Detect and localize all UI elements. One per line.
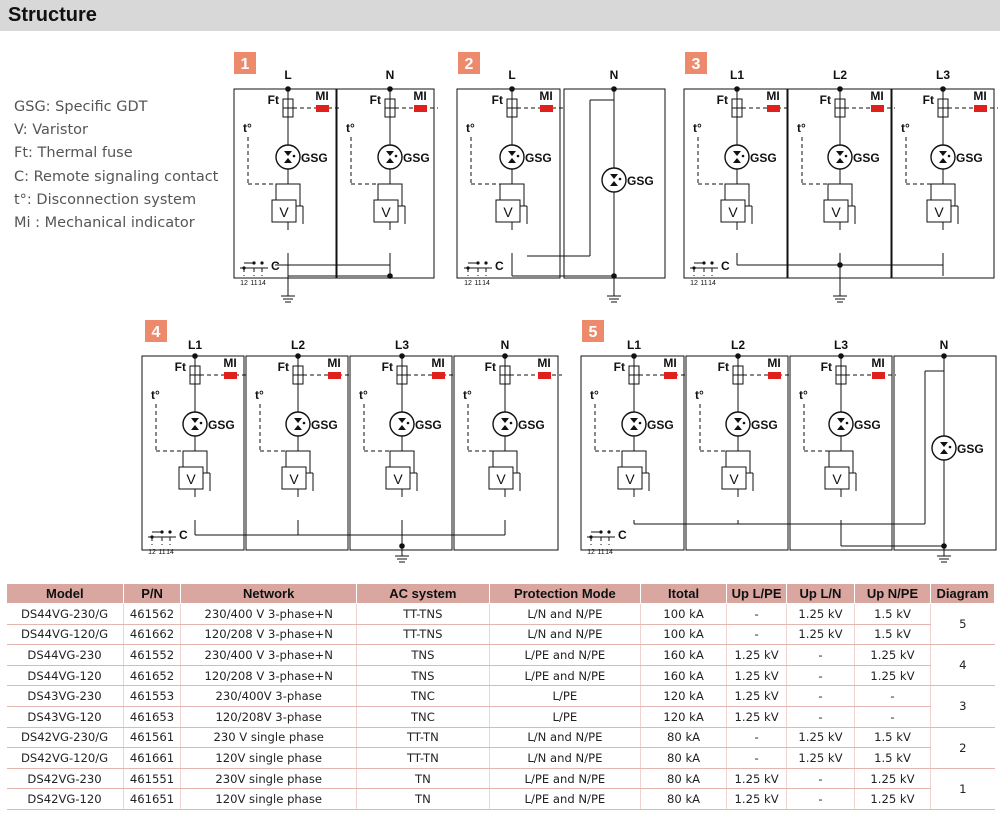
varistor-label: V (289, 471, 299, 487)
mechanical-indicator (538, 372, 551, 379)
line-terminal-label: L1 (729, 68, 745, 82)
table-cell: TN (356, 768, 489, 789)
gdt-dot (619, 178, 622, 181)
c-label: C (179, 528, 188, 542)
varistor-label: V (934, 204, 944, 220)
model-spec-table (6, 583, 995, 810)
gsg-label: GSG (518, 418, 545, 432)
t-label: t° (151, 388, 160, 402)
varistor-label: V (393, 471, 403, 487)
gdt-symbol (829, 412, 853, 436)
mechanical-indicator (414, 105, 427, 112)
ft-label: Ft (381, 360, 393, 374)
diagram-ref-cell: 3 (931, 686, 995, 727)
mi-label: MI (539, 89, 553, 103)
table-cell: TNC (356, 686, 489, 707)
table-row (7, 768, 995, 789)
mechanical-indicator (540, 105, 553, 112)
table-cell: 1.5 kV (854, 727, 930, 748)
gdt-dot (200, 422, 203, 425)
gsg-label: GSG (853, 151, 880, 165)
line-terminal-label: L2 (730, 338, 746, 352)
table-cell: 1.25 kV (854, 665, 930, 686)
mechanical-indicator (316, 105, 329, 112)
table-cell: 1.5 kV (854, 604, 930, 625)
gsg-label: GSG (525, 151, 552, 165)
gdt-symbol (726, 412, 750, 436)
col-header: Itotal (640, 584, 726, 604)
table-cell: L/PE (489, 686, 640, 707)
table-cell: 230V single phase (181, 768, 356, 789)
mechanical-indicator (767, 105, 780, 112)
table-cell: DS42VG-120 (7, 789, 124, 810)
contact-number-11: 11 (474, 280, 482, 287)
line-terminal-label: L2 (290, 338, 306, 352)
table-row (7, 686, 995, 707)
contact-number-11: 11 (158, 549, 166, 556)
table-cell: - (854, 686, 930, 707)
table-cell: L/N and N/PE (489, 727, 640, 748)
mechanical-indicator (224, 372, 237, 379)
mi-label: MI (537, 356, 551, 370)
contact-terminal (710, 261, 713, 264)
diagram-number: 1 (240, 56, 250, 73)
table-cell: 1.5 kV (854, 748, 930, 769)
mi-label: MI (870, 89, 884, 103)
gsg-label: GSG (956, 151, 983, 165)
table-cell: 1.25 kV (854, 645, 930, 666)
ft-label: Ft (820, 360, 832, 374)
line-terminal-label: L3 (935, 68, 951, 82)
varistor-label: V (832, 471, 842, 487)
table-cell: - (787, 706, 855, 727)
ft-label: Ft (922, 93, 934, 107)
gdt-dot (948, 155, 951, 158)
gdt-dot (395, 155, 398, 158)
gsg-label: GSG (750, 151, 777, 165)
table-cell: 461561 (123, 727, 181, 748)
ft-label: Ft (369, 93, 381, 107)
table-cell: L/PE and N/PE (489, 665, 640, 686)
gdt-symbol (500, 145, 524, 169)
line-terminal-label: N (385, 68, 395, 82)
table-cell: - (787, 789, 855, 810)
section-title: Structure (8, 4, 97, 26)
contact-terminal (168, 530, 171, 533)
gdt-dot (303, 422, 306, 425)
gsg-label: GSG (627, 174, 654, 188)
t-label: t° (590, 388, 599, 402)
line-terminal-label: L2 (832, 68, 848, 82)
mi-label: MI (871, 356, 885, 370)
table-cell: 1.25 kV (727, 686, 787, 707)
table-cell: 1.25 kV (727, 789, 787, 810)
legend-item: V: Varistor (14, 122, 88, 139)
table-cell: 1.25 kV (854, 789, 930, 810)
line-terminal-label: L3 (394, 338, 410, 352)
gdt-dot (517, 155, 520, 158)
contact-number-12: 12 (148, 549, 156, 556)
gdt-symbol (493, 412, 517, 436)
table-cell: L/PE and N/PE (489, 789, 640, 810)
table-cell: 461653 (123, 706, 181, 727)
line-terminal-label: L3 (833, 338, 849, 352)
legend-item: t°: Disconnection system (14, 191, 197, 208)
table-cell: 461652 (123, 665, 181, 686)
table-row (7, 665, 995, 686)
table-cell: 230/400 V 3-phase+N (181, 604, 356, 625)
gdt-dot (845, 155, 848, 158)
gdt-symbol (390, 412, 414, 436)
mi-label: MI (315, 89, 329, 103)
table-cell: TT-TNS (356, 604, 489, 625)
c-label: C (271, 259, 280, 273)
col-header: Up L/N (787, 584, 855, 604)
table-cell: 1.25 kV (854, 768, 930, 789)
diagram-number: 4 (151, 324, 161, 341)
contact-number-11: 11 (250, 280, 258, 287)
table-row (7, 604, 995, 625)
table-cell: TN (356, 789, 489, 810)
table-cell: 120V single phase (181, 789, 356, 810)
varistor-label: V (381, 204, 391, 220)
line-terminal-label: N (609, 68, 619, 82)
table-cell: 461553 (123, 686, 181, 707)
varistor-label: V (186, 471, 196, 487)
t-label: t° (799, 388, 808, 402)
c-label: C (495, 259, 504, 273)
table-cell: 1.25 kV (787, 727, 855, 748)
gsg-label: GSG (854, 418, 881, 432)
table-cell: 461661 (123, 748, 181, 769)
table-cell: 80 kA (640, 748, 726, 769)
table-cell: 1.25 kV (787, 748, 855, 769)
line-terminal-label: L (508, 68, 516, 82)
gsg-label: GSG (403, 151, 430, 165)
mechanical-indicator (871, 105, 884, 112)
ft-label: Ft (491, 93, 503, 107)
gdt-dot (510, 422, 513, 425)
diagram-number: 5 (588, 324, 598, 341)
table-cell: L/PE and N/PE (489, 768, 640, 789)
gdt-symbol (276, 145, 300, 169)
table-cell: 1.25 kV (727, 665, 787, 686)
table-cell: DS44VG-230/G (7, 604, 124, 625)
line-terminal-label: N (939, 338, 949, 352)
t-label: t° (359, 388, 368, 402)
table-cell: 230 V single phase (181, 727, 356, 748)
table-cell: TNS (356, 665, 489, 686)
varistor-label: V (279, 204, 289, 220)
table-cell: TT-TN (356, 727, 489, 748)
gdt-dot (742, 155, 745, 158)
table-cell: - (727, 727, 787, 748)
table-cell: L/N and N/PE (489, 748, 640, 769)
ft-label: Ft (174, 360, 186, 374)
legend-item: GSG: Specific GDT (14, 99, 148, 115)
table-cell: 461562 (123, 604, 181, 625)
table-row (7, 706, 995, 727)
table-cell: DS42VG-230 (7, 768, 124, 789)
legend-item: Mi : Mechanical indicator (14, 215, 195, 232)
table-cell: 1.25 kV (727, 645, 787, 666)
table-cell: 120/208 V 3-phase+N (181, 624, 356, 645)
varistor-label: V (503, 204, 513, 220)
table-cell: DS43VG-230 (7, 686, 124, 707)
contact-number-12: 12 (690, 280, 698, 287)
contact-number-12: 12 (587, 549, 595, 556)
gdt-symbol (286, 412, 310, 436)
mechanical-indicator (872, 372, 885, 379)
table-cell: 80 kA (640, 789, 726, 810)
ft-label: Ft (613, 360, 625, 374)
table-cell: - (787, 686, 855, 707)
contact-number-14: 14 (166, 549, 174, 556)
table-cell: L/PE (489, 706, 640, 727)
table-cell: TT-TN (356, 748, 489, 769)
contact-terminal (607, 530, 610, 533)
table-cell: 461552 (123, 645, 181, 666)
table-cell: L/N and N/PE (489, 624, 640, 645)
table-cell: - (727, 604, 787, 625)
ft-label: Ft (484, 360, 496, 374)
contact-number-14: 14 (605, 549, 613, 556)
col-header: Network (181, 584, 356, 604)
gsg-label: GSG (208, 418, 235, 432)
table-row (7, 748, 995, 769)
mi-label: MI (327, 356, 341, 370)
mi-label: MI (663, 356, 677, 370)
table-cell: - (787, 768, 855, 789)
table-cell: - (727, 748, 787, 769)
gdt-symbol (622, 412, 646, 436)
mi-label: MI (766, 89, 780, 103)
contact-number-14: 14 (258, 280, 266, 287)
gdt-dot (743, 422, 746, 425)
gdt-symbol (378, 145, 402, 169)
t-label: t° (466, 121, 475, 135)
table-cell: 1.25 kV (727, 706, 787, 727)
line-terminal-label: L (284, 68, 292, 82)
col-header: Protection Mode (489, 584, 640, 604)
varistor-label: V (496, 471, 506, 487)
table-row (7, 645, 995, 666)
gdt-dot (293, 155, 296, 158)
gdt-symbol (828, 145, 852, 169)
table-cell: 120/208V 3-phase (181, 706, 356, 727)
ft-label: Ft (717, 360, 729, 374)
varistor-label: V (625, 471, 635, 487)
table-cell: 1.25 kV (787, 604, 855, 625)
gsg-label: GSG (647, 418, 674, 432)
contact-number-11: 11 (700, 280, 708, 287)
t-label: t° (901, 121, 910, 135)
contact-number-14: 14 (708, 280, 716, 287)
mechanical-indicator (328, 372, 341, 379)
gsg-label: GSG (957, 442, 984, 456)
c-label: C (618, 528, 627, 542)
gdt-dot (846, 422, 849, 425)
table-header-row (7, 584, 995, 604)
ft-label: Ft (716, 93, 728, 107)
gdt-symbol (602, 168, 626, 192)
gdt-dot (949, 446, 952, 449)
t-label: t° (243, 121, 252, 135)
mi-label: MI (223, 356, 237, 370)
table-cell: DS44VG-120/G (7, 624, 124, 645)
table-cell: 1.25 kV (727, 768, 787, 789)
mi-label: MI (973, 89, 987, 103)
table-cell: DS42VG-120/G (7, 748, 124, 769)
gsg-label: GSG (301, 151, 328, 165)
table-cell: TNS (356, 645, 489, 666)
line-terminal-label: L1 (187, 338, 203, 352)
contact-number-14: 14 (482, 280, 490, 287)
gdt-dot (639, 422, 642, 425)
table-cell: 80 kA (640, 727, 726, 748)
diagram-number: 3 (691, 56, 701, 73)
table-cell: DS44VG-230 (7, 645, 124, 666)
table-cell: 160 kA (640, 645, 726, 666)
mechanical-indicator (432, 372, 445, 379)
mi-label: MI (431, 356, 445, 370)
table-row (7, 789, 995, 810)
mi-label: MI (767, 356, 781, 370)
diagram-ref-cell: 2 (931, 727, 995, 768)
contact-terminal (260, 261, 263, 264)
gsg-label: GSG (311, 418, 338, 432)
contact-number-11: 11 (597, 549, 605, 556)
table-cell: 230/400 V 3-phase+N (181, 645, 356, 666)
t-label: t° (346, 121, 355, 135)
table-cell: 120V single phase (181, 748, 356, 769)
gdt-symbol (931, 145, 955, 169)
table-cell: 1.25 kV (787, 624, 855, 645)
table-cell: - (787, 665, 855, 686)
table-cell: 461551 (123, 768, 181, 789)
varistor-label: V (728, 204, 738, 220)
mi-label: MI (413, 89, 427, 103)
legend-item: C: Remote signaling contact (14, 168, 219, 185)
col-header: AC system (356, 584, 489, 604)
t-label: t° (463, 388, 472, 402)
line-terminal-label: L1 (626, 338, 642, 352)
col-header: Up L/PE (727, 584, 787, 604)
contact-terminal (484, 261, 487, 264)
line-terminal-label: N (500, 338, 510, 352)
ft-label: Ft (819, 93, 831, 107)
col-header: Up N/PE (854, 584, 930, 604)
mechanical-indicator (768, 372, 781, 379)
gdt-symbol (183, 412, 207, 436)
diagram-ref-cell: 1 (931, 768, 995, 809)
table-cell: - (727, 624, 787, 645)
table-cell: 120 kA (640, 686, 726, 707)
table-cell: - (854, 706, 930, 727)
table-cell: L/PE and N/PE (489, 645, 640, 666)
table-cell: 230/400V 3-phase (181, 686, 356, 707)
legend-item: Ft: Thermal fuse (14, 145, 133, 162)
table-cell: 100 kA (640, 604, 726, 625)
c-label: C (721, 259, 730, 273)
table-cell: L/N and N/PE (489, 604, 640, 625)
table-cell: - (787, 645, 855, 666)
table-cell: 461662 (123, 624, 181, 645)
table-cell: 120 kA (640, 706, 726, 727)
col-header: P/N (123, 584, 181, 604)
t-label: t° (693, 121, 702, 135)
ft-label: Ft (267, 93, 279, 107)
table-cell: 1.5 kV (854, 624, 930, 645)
table-row (7, 727, 995, 748)
diagram-number: 2 (464, 56, 474, 73)
table-cell: 100 kA (640, 624, 726, 645)
table-cell: 461651 (123, 789, 181, 810)
col-header: Diagram (931, 584, 995, 604)
t-label: t° (255, 388, 264, 402)
mechanical-indicator (664, 372, 677, 379)
gdt-symbol (725, 145, 749, 169)
t-label: t° (695, 388, 704, 402)
diagram-ref-cell: 4 (931, 645, 995, 686)
table-cell: DS43VG-120 (7, 706, 124, 727)
t-label: t° (797, 121, 806, 135)
table-cell: DS44VG-120 (7, 665, 124, 686)
contact-number-12: 12 (240, 280, 248, 287)
table-cell: TT-TNS (356, 624, 489, 645)
col-header: Model (7, 584, 124, 604)
gsg-label: GSG (415, 418, 442, 432)
contact-number-12: 12 (464, 280, 472, 287)
table-cell: TNC (356, 706, 489, 727)
gsg-label: GSG (751, 418, 778, 432)
gdt-symbol (932, 436, 956, 460)
varistor-label: V (831, 204, 841, 220)
ft-label: Ft (277, 360, 289, 374)
diagram-ref-cell: 5 (931, 604, 995, 645)
table-row (7, 624, 995, 645)
table-cell: 80 kA (640, 768, 726, 789)
table-cell: DS42VG-230/G (7, 727, 124, 748)
mechanical-indicator (974, 105, 987, 112)
table-cell: 160 kA (640, 665, 726, 686)
varistor-label: V (729, 471, 739, 487)
gdt-dot (407, 422, 410, 425)
table-cell: 120/208 V 3-phase+N (181, 665, 356, 686)
